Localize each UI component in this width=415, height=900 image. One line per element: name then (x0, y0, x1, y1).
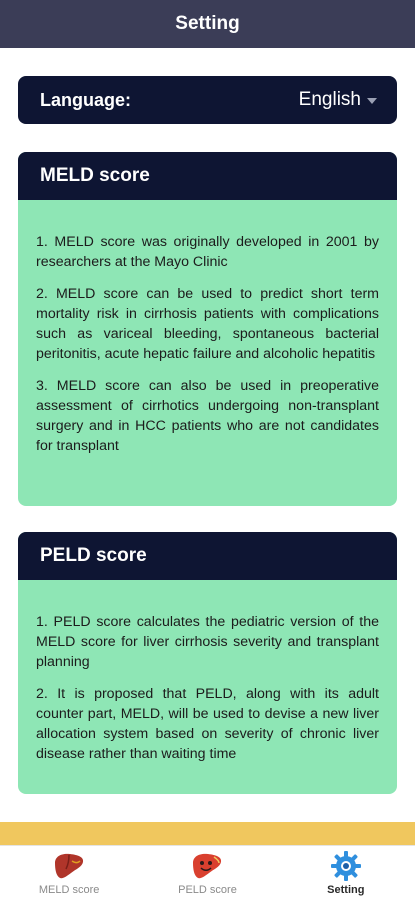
meld-paragraph-2: 2. MELD score can be used to predict short term mortality risk in cirrhosis patients with complications such as variceal bleeding, spontaneous bacterial peritonitis, acute hepatic failure and alcoholic hepatitis (36, 286, 379, 362)
liver-smile-icon (189, 850, 225, 882)
language-selector[interactable] (18, 76, 397, 124)
settings-content[interactable] (0, 48, 415, 845)
partial-banner (0, 822, 415, 845)
language-value: English (298, 89, 361, 110)
peld-paragraph-2: 2. It is proposed that PELD, along with its adult counter part, MELD, will be used to devise a new liver allocation system based on severity of chronic liver disease rather than waiting time (36, 686, 379, 762)
liver-icon (51, 850, 87, 882)
language-dropdown[interactable] (299, 89, 377, 111)
bottom-tab-bar (0, 845, 415, 900)
tab-label-peld: PELD score (178, 884, 237, 896)
page-title: Setting (175, 13, 240, 34)
tab-meld-score[interactable] (4, 850, 134, 896)
tab-label-setting: Setting (327, 884, 365, 896)
meld-card-title: MELD score (18, 152, 397, 200)
gear-icon (328, 850, 364, 882)
meld-info-card (18, 152, 397, 506)
peld-card-title: PELD score (18, 532, 397, 580)
peld-paragraph-1: 1. PELD score calculates the pediatric version of the MELD score for liver cirrhosis severity and transplant planning (36, 614, 379, 670)
language-label: Language: (40, 89, 132, 110)
tab-setting[interactable] (281, 850, 411, 896)
meld-paragraph-1: 1. MELD score was originally developed in 2001 by researchers at the Mayo Clinic (36, 234, 379, 270)
meld-paragraph-3: 3. MELD score can also be used in preoperative assessment of cirrhotics undergoing non-transplant surgery and in HCC patients who are not candidates for transplant (36, 378, 379, 454)
app-header (0, 0, 415, 48)
tab-label-meld: MELD score (38, 884, 100, 896)
tab-peld-score[interactable] (142, 850, 272, 896)
peld-info-card (18, 532, 397, 794)
chevron-down-icon (367, 98, 377, 104)
